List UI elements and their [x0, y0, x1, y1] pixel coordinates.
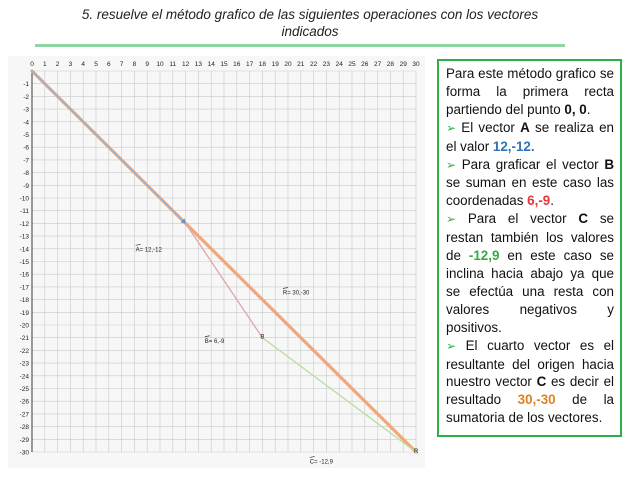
y-tick-label: -28 [19, 424, 29, 432]
y-tick-label: -3 [23, 106, 29, 114]
y-tick-label: -20 [19, 322, 29, 330]
graph-svg [8, 56, 425, 468]
vector-c-label: C= -12,9 [309, 459, 333, 466]
x-tick-label: 22 [309, 61, 318, 68]
x-tick-label: 7 [119, 61, 124, 68]
y-tick-label: -5 [23, 132, 29, 139]
x-tick-label: 20 [284, 61, 292, 68]
vector-graph [8, 56, 425, 468]
y-tick-label: -12 [19, 220, 29, 228]
title-line-2: indicados [281, 24, 339, 39]
y-tick-label: -22 [19, 347, 29, 355]
y-tick-label: -9 [23, 182, 29, 190]
point-annotation: B [260, 334, 265, 341]
x-tick-label: 30 [412, 61, 420, 68]
vector-r-label: R= 30,-30 [282, 290, 310, 297]
y-tick-label: -1 [23, 81, 29, 89]
x-tick-label: 9 [145, 61, 150, 68]
x-tick-label: 16 [233, 61, 241, 68]
page-title [10, 6, 610, 40]
vector-b-label: B= 6,-9 [204, 338, 225, 345]
x-tick-label: 4 [81, 61, 86, 68]
x-tick-label: 19 [271, 61, 279, 68]
point-annotation: R [414, 449, 419, 455]
y-tick-label: -4 [23, 119, 29, 127]
x-tick-label: 26 [361, 61, 369, 68]
x-tick-label: 8 [132, 61, 137, 68]
vector-a-paragraph: ➢ El vector A se realiza en el valor 12,-12. [446, 119, 614, 154]
y-tick-label: -6 [23, 144, 29, 152]
y-tick-label: -16 [19, 271, 29, 279]
x-tick-label: 12 [181, 61, 190, 68]
bullet-arrow-icon: ➢ [446, 338, 457, 353]
y-tick-label: -29 [19, 436, 29, 444]
title-underline [35, 44, 565, 47]
vector-a-label: A= 12,-12 [135, 247, 162, 254]
y-tick-label: -7 [23, 157, 29, 165]
y-tick-label: -2 [23, 93, 29, 101]
y-tick-label: -26 [19, 398, 29, 406]
vector-c-paragraph: ➢ Para el vector C se restan también los valores de -12,9 en este caso se inclina hacia abajo ya que se efectúa una resta con valores negativos y positivos. [446, 211, 614, 335]
x-tick-label: 11 [169, 61, 177, 68]
bullet-arrow-icon: ➢ [446, 157, 457, 172]
x-tick-label: 27 [373, 61, 382, 68]
y-tick-label: -17 [19, 284, 29, 292]
x-tick-label: 24 [335, 61, 343, 68]
y-tick-label: -11 [20, 208, 29, 216]
y-tick-label: -21 [19, 335, 29, 343]
vector-b-paragraph: ➢ Para graficar el vector B se suman en este caso las coordenadas 6,-9. [446, 156, 614, 209]
bullet-arrow-icon: ➢ [446, 120, 457, 135]
title-line-1: 5. resuelve el método grafico de las siguientes operaciones con los vectores [81, 7, 539, 22]
x-tick-label: 17 [245, 61, 254, 68]
y-tick-label: -30 [19, 449, 29, 457]
x-tick-label: 3 [68, 61, 73, 68]
y-tick-label: -8 [23, 170, 29, 178]
x-tick-label: 6 [106, 61, 111, 68]
x-tick-label: 2 [55, 61, 60, 68]
y-tick-label: -18 [19, 297, 29, 305]
y-tick-label: -14 [19, 246, 29, 254]
y-tick-label: -15 [19, 259, 29, 266]
x-tick-label: 29 [399, 61, 407, 68]
x-tick-label: 10 [156, 61, 164, 68]
explanation-box [437, 59, 622, 437]
y-tick-label: -27 [19, 411, 29, 419]
x-tick-label: 15 [220, 61, 228, 68]
y-tick-label: -24 [19, 373, 29, 381]
x-tick-label: 0 [30, 61, 34, 68]
y-tick-label: -10 [19, 195, 29, 203]
x-tick-label: 18 [258, 61, 267, 68]
x-tick-label: 13 [194, 61, 203, 68]
x-tick-label: 28 [386, 61, 395, 68]
x-tick-label: 5 [94, 61, 98, 68]
intro-paragraph: Para este método grafico se forma la primera recta partiendo del punto 0, 0. [446, 66, 614, 117]
y-tick-label: -25 [19, 386, 29, 393]
resultant-paragraph: ➢ El cuarto vector es el resultante del origen hacia nuestro vector C es decir el resultado 30,-30 de la sumatoria de los vectores. [446, 337, 614, 426]
x-tick-label: 1 [42, 61, 47, 68]
x-tick-label: 23 [322, 61, 331, 68]
x-tick-label: 25 [348, 61, 356, 68]
y-tick-label: -19 [19, 309, 29, 317]
y-tick-label: -13 [19, 233, 29, 241]
y-tick-label: -23 [19, 360, 29, 368]
bullet-arrow-icon: ➢ [446, 212, 457, 227]
x-tick-label: 14 [207, 61, 215, 68]
x-tick-label: 21 [297, 61, 305, 68]
